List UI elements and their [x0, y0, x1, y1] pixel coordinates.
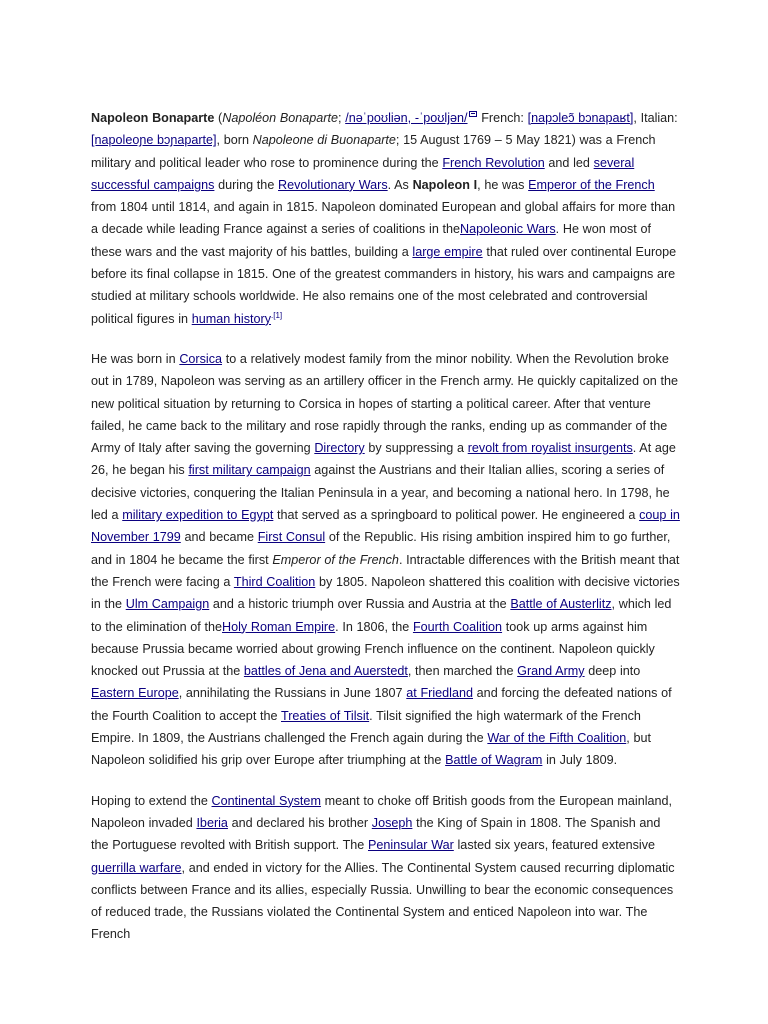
wiki-link[interactable]: Third Coalition: [233, 574, 316, 589]
wiki-link[interactable]: War of the Fifth Coalition: [487, 731, 627, 746]
wiki-link[interactable]: at Friedland: [406, 686, 473, 701]
wiki-link[interactable]: revolt from royalist insurgents: [467, 441, 633, 456]
wiki-link[interactable]: Napoleonic Wars: [460, 222, 556, 237]
italic-text: Napoleone di Buonaparte: [252, 133, 396, 148]
wiki-link[interactable]: several successful campaigns: [91, 155, 635, 192]
text-run: lasted six years, featured extensive: [453, 838, 656, 853]
bold-text: Napoleon Bonaparte: [91, 111, 215, 125]
text-run: He was born in: [91, 351, 180, 366]
text-run: , then marched the: [407, 664, 518, 679]
wiki-link[interactable]: French Revolution: [442, 155, 545, 170]
text-run: ; 15 August 1769 – 5 May 1821) was a French military and political leader who rose to prominence during the: [91, 133, 656, 170]
text-run: ;: [338, 111, 346, 125]
wiki-link[interactable]: Joseph: [371, 815, 413, 830]
wiki-link[interactable]: large empire: [412, 244, 483, 259]
text-run: , Italian:: [633, 111, 678, 125]
bold-text: Napoleon I: [412, 177, 478, 192]
wiki-link[interactable]: Fourth Coalition: [412, 619, 503, 634]
wiki-link[interactable]: battles of Jena and Auerstedt: [243, 664, 408, 679]
wiki-link[interactable]: Battle of Austerlitz: [510, 597, 612, 612]
wiki-link[interactable]: coup in November 1799: [91, 508, 680, 545]
text-run: , and ended in victory for the Allies. The Continental System caused recurring diplomatic conflicts between France and its allies, especially Russia. Unwilling to bear the economic consequences of reduced trade, the Russians violated the Continental System and enticed Napoleon into war. The French: [91, 860, 675, 942]
text-run: against the Austrians and their Italian allies, scoring a series of decisive victories, conquering the Italian Peninsula in a year, and becoming a national hero. In 1798, he led a: [91, 463, 670, 523]
external-link-icon[interactable]: [469, 111, 477, 117]
text-run: that served as a springboard to political power. He engineered a: [273, 508, 640, 523]
text-run: by 1805. Napoleon shattered this coalition with decisive victories in the: [91, 574, 680, 612]
text-run: and a historic triumph over Russia and Austria at the: [209, 597, 511, 612]
wiki-link[interactable]: human history: [191, 311, 272, 326]
text-run: , annihilating the Russians in June 1807: [178, 686, 407, 701]
text-run: by suppressing a: [364, 441, 468, 456]
text-run: deep into: [584, 664, 641, 679]
wiki-link[interactable]: [napoleoɲe bɔɲaparte]: [91, 133, 217, 148]
text-run: Hoping to extend the: [91, 793, 212, 808]
text-run: and forcing the defeated nations of the Fourth Coalition to accept the: [91, 686, 672, 723]
text-run: and declared his brother: [227, 815, 372, 830]
text-run: the King of Spain in 1808. The Spanish and the Portuguese revolted with British support. The: [91, 815, 661, 853]
wiki-link[interactable]: Ulm Campaign: [125, 597, 210, 612]
wiki-link[interactable]: Corsica: [179, 351, 223, 366]
wiki-link[interactable]: [napɔleɔ̃ bɔnapaʁt]: [527, 111, 634, 125]
wiki-link[interactable]: Emperor of the French: [528, 177, 655, 192]
article-body: [91, 107, 680, 946]
text-run: meant to choke off British goods from the European mainland, Napoleon invaded: [91, 793, 673, 830]
wiki-link[interactable]: first military campaign: [188, 463, 311, 478]
wiki-link[interactable]: Battle of Wagram: [445, 753, 543, 768]
wiki-link[interactable]: Continental System: [211, 793, 321, 808]
wiki-link[interactable]: First Consul: [257, 530, 326, 545]
text-run: of the Republic. His rising ambition inspired him to go further, and in 1804 he became the first: [91, 530, 671, 567]
text-run: in July 1809.: [542, 753, 618, 768]
paragraph: [91, 107, 680, 330]
wiki-link[interactable]: Directory: [314, 441, 365, 456]
paragraph: [91, 348, 680, 772]
wiki-link[interactable]: Revolutionary Wars: [278, 177, 388, 192]
italic-text: Emperor of the French: [272, 552, 399, 567]
text-run: , he was: [477, 177, 529, 192]
paragraph: [91, 790, 680, 946]
text-run: . As: [387, 177, 413, 192]
text-run: , born: [216, 133, 253, 148]
text-run: from 1804 until 1814, and again in 1815. Napoleon dominated European and global affairs for more than a decade while leading France against a series of coalitions in the: [91, 200, 676, 237]
text-run: , which led to the elimination of the: [91, 597, 672, 634]
text-run: and became: [180, 530, 258, 545]
text-run: French:: [477, 111, 528, 125]
wiki-link[interactable]: Holy Roman Empire: [222, 619, 336, 634]
text-run: . Tilsit signified the high watermark of the French Empire. In 1809, the Austrians challenged the French again during the: [91, 708, 641, 746]
text-run: to a relatively modest family from the minor nobility. When the Revolution broke out in 1789, Napoleon was serving as an artillery officer in the French army. He quickly capitalized on the new political situation by returning to Corsica in hopes of starting a political career. After that venture failed, he came back to the military and rose rapidly through the ranks, ending up as commander of the Army of Italy after saving the governing: [91, 351, 678, 456]
text-run: during the: [214, 177, 279, 192]
text-run: . In 1806, the: [335, 619, 413, 634]
text-run: (: [214, 111, 223, 125]
wiki-link[interactable]: Grand Army: [517, 664, 585, 679]
text-run: . At age 26, he began his: [91, 441, 676, 478]
italic-text: Napoléon Bonaparte: [222, 111, 338, 125]
text-run: took up arms against him because Prussia became worried about growing French influence on the continent. Napoleon quickly knocked out Prussia at the: [91, 619, 655, 679]
text-run: . He won most of these wars and the vast majority of his battles, building a: [91, 222, 651, 259]
wiki-link[interactable]: Treaties of Tilsit: [281, 708, 370, 723]
wiki-link[interactable]: Peninsular War: [367, 838, 454, 853]
wiki-link[interactable]: Eastern Europe: [91, 686, 179, 701]
text-run: that ruled over continental Europe before its final collapse in 1815. One of the greatest commanders in history, his wars and campaigns are studied at military schools worldwide. He also remains one of the most celebrated and controversial political figures in: [91, 244, 677, 326]
citation-reference[interactable]: .[1]: [271, 310, 283, 320]
wiki-link[interactable]: /nəˈpoʊliən, -ˈpoʊljən/: [345, 111, 468, 125]
wiki-link[interactable]: military expedition to Egypt: [122, 508, 274, 523]
wiki-link[interactable]: Iberia: [196, 815, 228, 830]
text-run: , but Napoleon solidified his grip over Europe after triumphing at the: [91, 731, 651, 768]
text-run: and led: [544, 155, 594, 170]
text-run: . Intractable differences with the British meant that the French were facing a: [91, 552, 680, 589]
wiki-link[interactable]: guerrilla warfare: [91, 860, 182, 875]
